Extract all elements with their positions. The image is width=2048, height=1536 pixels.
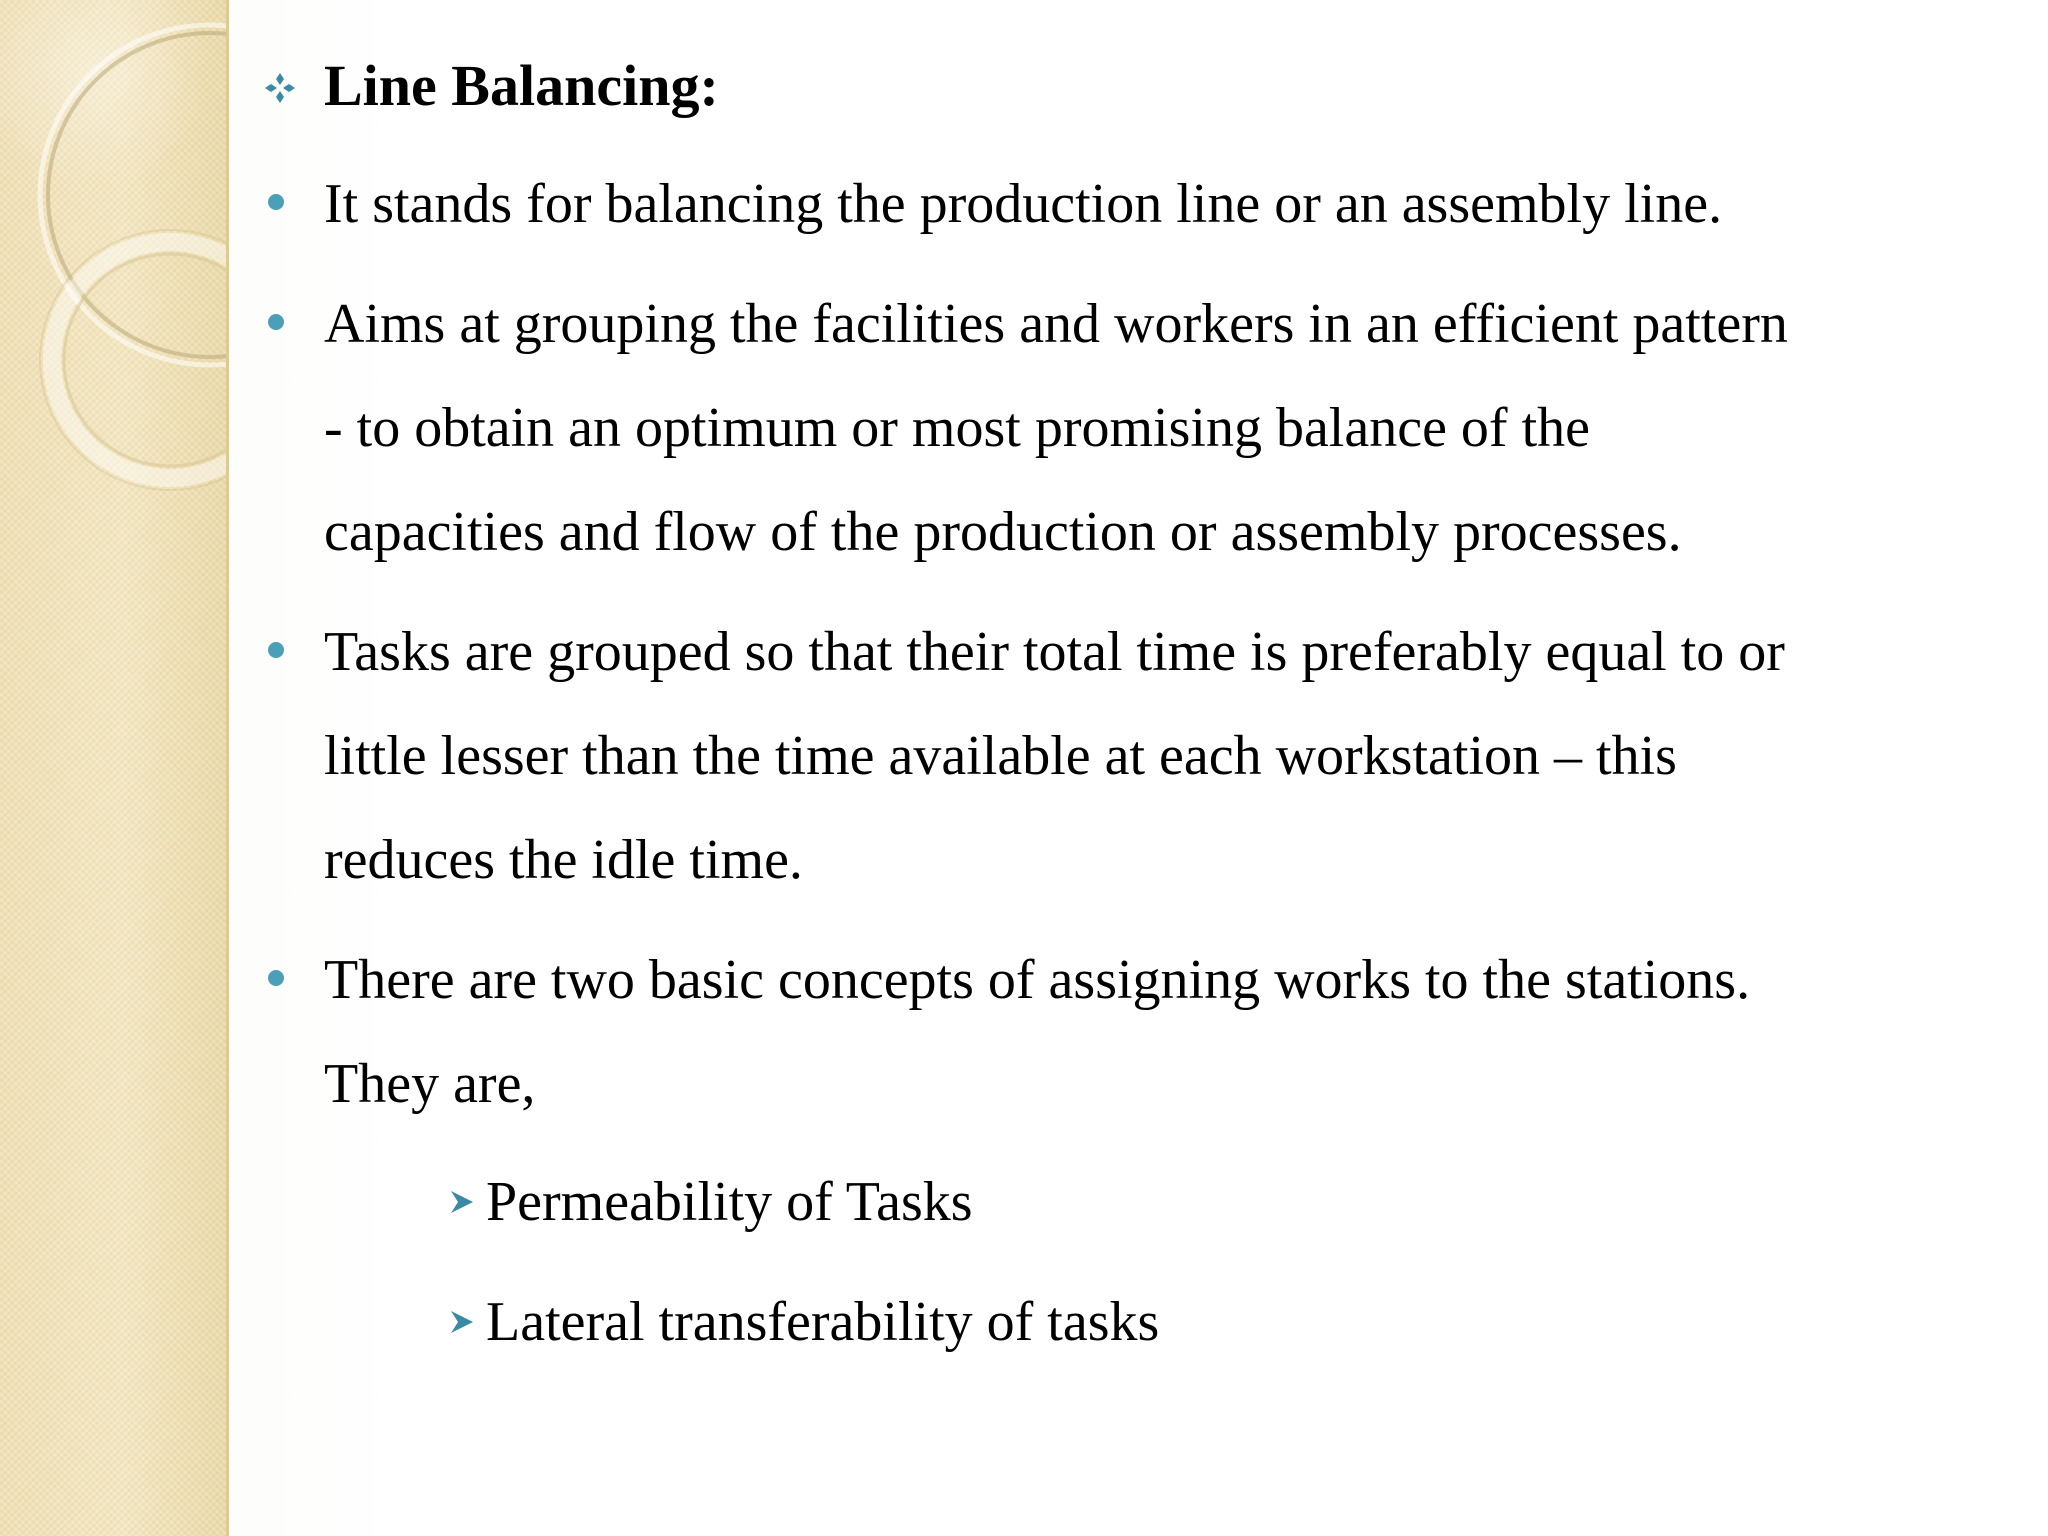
bullet-line: Aims at grouping the facilities and workers in an efficient pattern: [324, 293, 1788, 355]
bullet-line: capacities and flow of the production or assembly processes.: [324, 501, 1682, 563]
bullet-line: - to obtain an optimum or most promising balance of the: [324, 397, 1590, 459]
bullet-dot: [268, 642, 284, 658]
decorative-side-band: [0, 0, 229, 1536]
diamond-cluster-icon: [264, 72, 296, 104]
bullet-paragraph-1: [324, 152, 2024, 256]
bullet-line: They are,: [324, 1053, 536, 1115]
bullet-dot: [268, 194, 284, 210]
sub-item-2: Lateral transferability of tasks: [486, 1291, 1160, 1353]
slide-heading: Line Balancing:: [324, 53, 719, 118]
arrowhead-icon: [448, 1188, 476, 1216]
bullet-dot: [268, 970, 284, 986]
bullet-paragraph-2: [324, 272, 2024, 584]
sub-item-1: Permeability of Tasks: [486, 1171, 973, 1233]
arrowhead-icon: [448, 1308, 476, 1336]
bullet-line: It stands for balancing the production line or an assembly line.: [324, 173, 1723, 235]
bullet-line: reduces the idle time.: [324, 829, 803, 891]
bullet-line: There are two basic concepts of assigning works to the stations.: [324, 949, 1751, 1011]
decorative-rings: [0, 0, 226, 520]
bullet-paragraph-3: [324, 600, 2024, 912]
bullet-dot: [268, 314, 284, 330]
bullet-line: little lesser than the time available at each workstation – this: [324, 725, 1677, 787]
bullet-paragraph-4: [324, 928, 2024, 1136]
bullet-line: Tasks are grouped so that their total time is preferably equal to or: [324, 621, 1785, 683]
